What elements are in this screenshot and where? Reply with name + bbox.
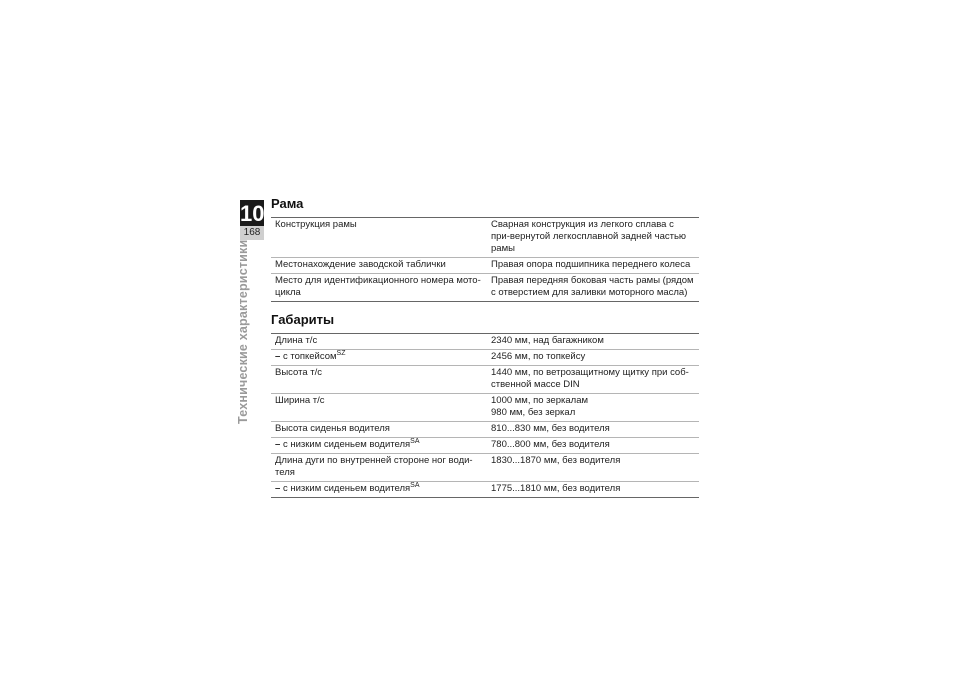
page-content: [271, 196, 699, 498]
row-label-text: с топкейсом: [282, 351, 337, 362]
row-label-text: с низким сиденьем водителя: [282, 439, 411, 450]
row-value: 810...830 мм, без водителя: [487, 422, 699, 438]
table-row: [271, 350, 699, 366]
chapter-number: 10: [240, 201, 265, 226]
table-row: [271, 218, 699, 258]
table-row: [271, 482, 699, 498]
row-value: 780...800 мм, без водителя: [487, 438, 699, 454]
row-value: 2340 мм, над багажником: [491, 335, 604, 346]
row-label: [271, 350, 487, 366]
frame-table: [271, 217, 699, 302]
chapter-tab: [240, 200, 264, 226]
option-code: SA: [410, 481, 420, 489]
row-value: 1830...1870 мм, без водителя: [487, 454, 699, 482]
table-row: [271, 438, 699, 454]
row-label: Местонахождение заводской таблички: [271, 258, 487, 274]
table-row: [271, 422, 699, 438]
side-title-text: Технические характеристики: [236, 239, 250, 424]
row-label: [271, 454, 487, 482]
table-row: [271, 334, 699, 350]
row-value: 2456 мм, по топкейсу: [487, 350, 699, 366]
row-label-text: Длина дуги по внутренней стороне ног води-теля: [275, 455, 473, 478]
row-value-line: 1000 мм, по зеркалам: [491, 395, 589, 406]
row-label-text: Ширина т/с: [275, 395, 325, 406]
row-label-text: Высота т/с: [275, 367, 323, 378]
page-number: 168: [240, 226, 264, 240]
row-label: [271, 438, 487, 454]
table-row: [271, 454, 699, 482]
row-label: [271, 394, 487, 422]
row-value: 1440 мм, по ветрозащитному щитку при соб-ственной массе DIN: [487, 366, 699, 394]
table-row: [271, 258, 699, 274]
dash-marker: –: [275, 483, 281, 494]
row-label: Место для идентификационного номера мото-цикла: [271, 274, 487, 302]
row-value: Правая опора подшипника переднего колеса: [487, 258, 699, 274]
table-row: [271, 394, 699, 422]
table-row: [271, 274, 699, 302]
row-value-line: 980 мм, без зеркал: [491, 407, 576, 418]
section-title-frame: Рама: [271, 196, 304, 211]
row-value: Правая передняя боковая часть рамы (рядом с отверстием для заливки моторного масла): [487, 274, 699, 302]
row-label: Конструкция рамы: [275, 219, 357, 230]
row-label-text: Длина т/с: [275, 335, 318, 346]
dimensions-table: [271, 333, 699, 498]
row-label-text: с низким сиденьем водителя: [282, 483, 411, 494]
row-label: [271, 334, 487, 350]
row-value: 1775...1810 мм, без водителя: [487, 482, 699, 498]
section-title-dimensions: Габариты: [271, 312, 335, 327]
row-value: Сварная конструкция из легкого сплава с при-вернутой легкосплавной задней частью рамы: [491, 219, 687, 254]
row-label: [271, 366, 487, 394]
dash-marker: –: [275, 351, 281, 362]
row-label: [271, 482, 487, 498]
option-code: SA: [410, 437, 420, 445]
table-row: [271, 366, 699, 394]
row-label: [271, 422, 487, 438]
dash-marker: –: [275, 439, 281, 450]
row-label-text: Высота сиденья водителя: [275, 423, 390, 434]
row-value: [487, 394, 699, 422]
option-code: SZ: [336, 349, 346, 357]
